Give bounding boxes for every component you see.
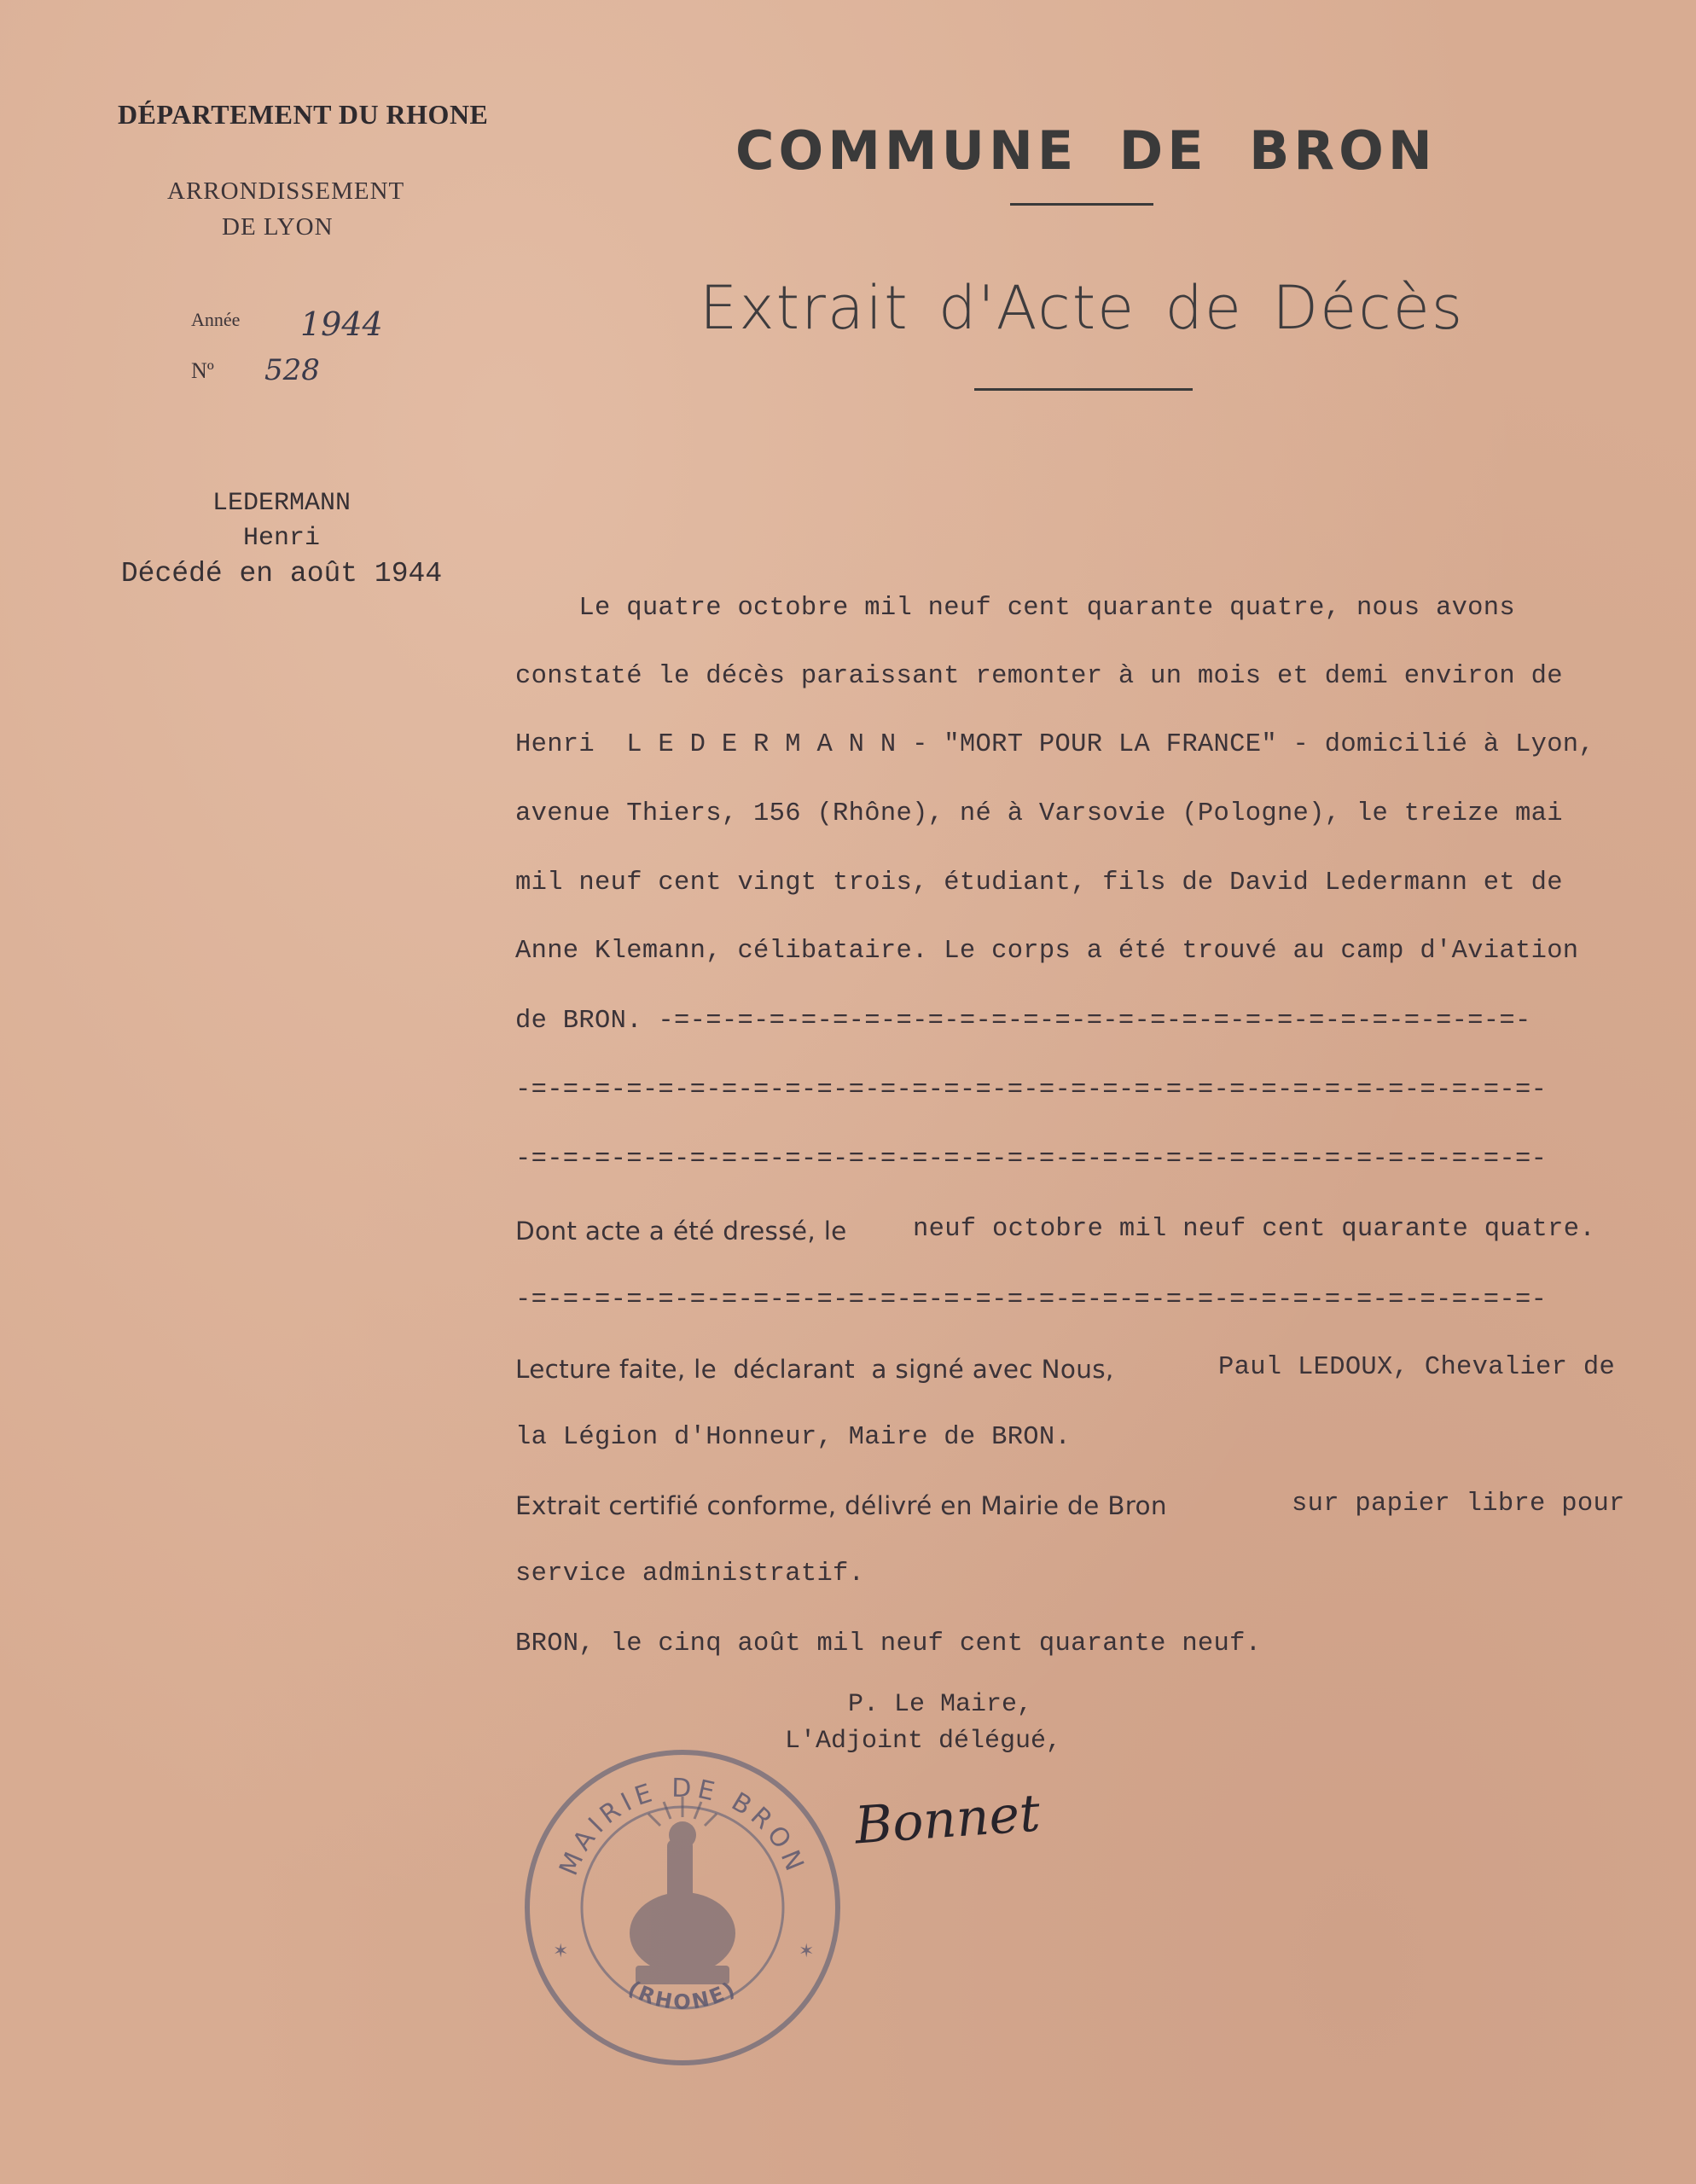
document-title: Extrait d'Acte de Décès	[700, 273, 1465, 343]
title-rule	[974, 388, 1193, 391]
signature-line1: P. Le Maire,	[848, 1690, 1033, 1719]
subject-surname: LEDERMANN	[212, 489, 351, 518]
extrait-prefix: Extrait certifié conforme, délivré en Mairie de Bron	[515, 1491, 1167, 1520]
body-line: mil neuf cent vingt trois, étudiant, fils de David Ledermann et de	[515, 868, 1563, 897]
body-line: avenue Thiers, 156 (Rhône), né à Varsovie (Pologne), le treize mai	[515, 799, 1563, 828]
body-line: constaté le décès paraissant remonter à un mois et demi environ de	[515, 662, 1563, 691]
lecture-line2: la Légion d'Honneur, Maire de BRON.	[515, 1423, 1072, 1452]
acte-rule: -=-=-=-=-=-=-=-=-=-=-=-=-=-=-=-=-=-=-=-=-=-=-=-=-=-=-=-=-=-=-=-=-	[515, 1286, 1548, 1315]
body-line: de BRON. -=-=-=-=-=-=-=-=-=-=-=-=-=-=-=-=-=-=-=-=-=-=-=-=-=-=-=-	[515, 1007, 1531, 1036]
mairie-stamp	[520, 1745, 845, 2070]
number-value: 528	[264, 353, 320, 387]
subject-given-name: Henri	[242, 524, 320, 553]
extrait-line2: service administratif.	[515, 1560, 865, 1589]
body-line: Henri L E D E R M A N N - "MORT POUR LA FRANCE" - domicilié à Lyon,	[515, 730, 1595, 759]
arrondissement-line2: DE LYON	[222, 213, 334, 241]
number-label: Nº	[191, 358, 214, 383]
extrait-typed: sur papier libre pour	[1292, 1490, 1625, 1519]
body-line: Le quatre octobre mil neuf cent quarante quatre, nous avons	[515, 594, 1515, 623]
lecture-typed: Paul LEDOUX, Chevalier de	[1218, 1353, 1616, 1382]
stamp-star-icon: ✶	[799, 1941, 815, 1962]
stamp-top-text: MAIRIE DE BRON	[554, 1773, 811, 1880]
arrondissement-line1: ARRONDISSEMENT	[167, 177, 405, 205]
body-line: Anne Klemann, célibataire. Le corps a été trouvé au camp d'Aviation	[515, 937, 1579, 966]
handwritten-signature: Bonnet	[852, 1783, 1043, 1856]
title-rule	[1010, 203, 1153, 206]
commune-title: COMMUNE DE BRON	[735, 119, 1437, 182]
acte-date: neuf octobre mil neuf cent quarante quatre.	[913, 1215, 1595, 1244]
date-line: BRON, le cinq août mil neuf cent quarante neuf.	[515, 1629, 1262, 1658]
lecture-prefix: Lecture faite, le déclarant a signé avec Nous,	[515, 1355, 1114, 1384]
department-heading: DÉPARTEMENT DU RHONE	[118, 99, 489, 130]
stamp-star-icon: ✶	[553, 1941, 569, 1962]
subject-death-note: Décédé en août 1944	[120, 558, 443, 590]
year-value: 1944	[300, 305, 383, 343]
signature-line2: L'Adjoint délégué,	[785, 1727, 1062, 1756]
stamp-bottom-text: (RHONE)	[624, 1976, 741, 2014]
acte-prefix: Dont acte a été dressé, le	[515, 1217, 847, 1246]
body-line: -=-=-=-=-=-=-=-=-=-=-=-=-=-=-=-=-=-=-=-=-=-=-=-=-=-=-=-=-=-=-=-=-	[515, 1145, 1548, 1174]
year-label: Année	[191, 309, 241, 330]
body-line: -=-=-=-=-=-=-=-=-=-=-=-=-=-=-=-=-=-=-=-=-=-=-=-=-=-=-=-=-=-=-=-=-	[515, 1076, 1548, 1105]
